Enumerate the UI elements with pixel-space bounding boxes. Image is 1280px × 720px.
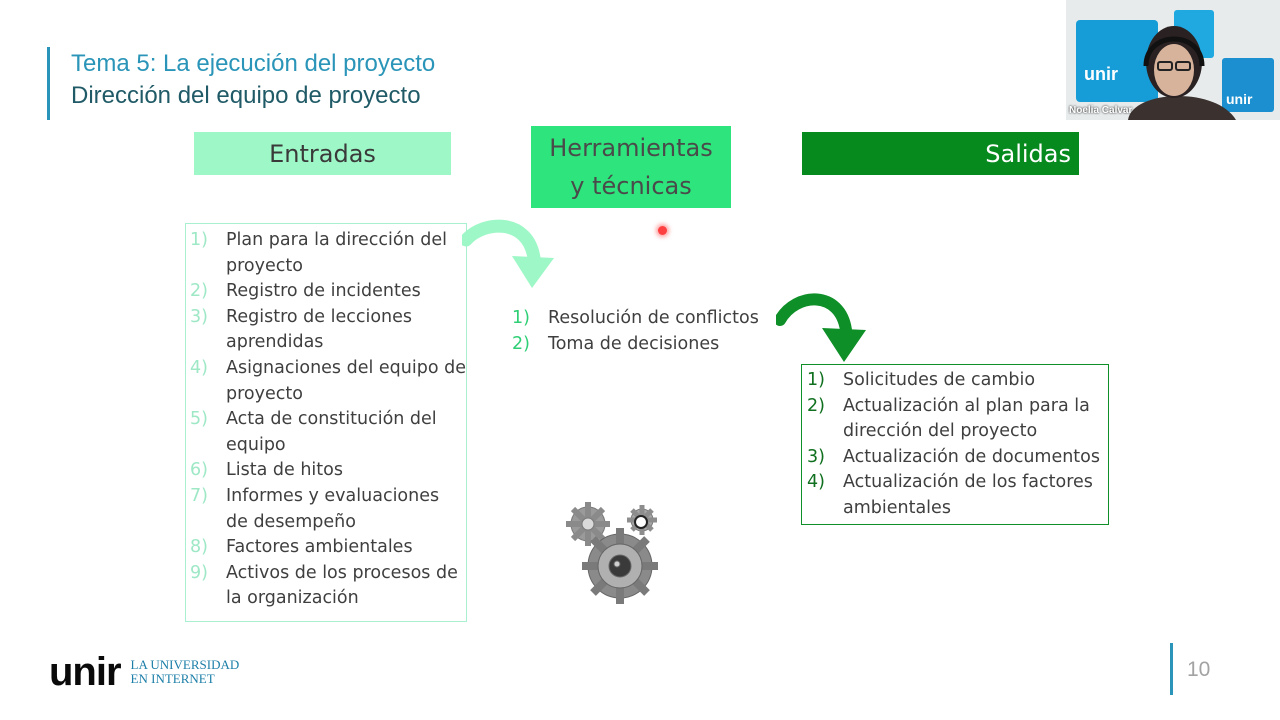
logo-tagline-2: EN INTERNET xyxy=(130,671,215,686)
list-item xyxy=(512,306,772,332)
list-number: 1) xyxy=(512,308,530,328)
title-accent-bar xyxy=(47,47,50,120)
list-text: Resolución de conflictos xyxy=(548,308,759,328)
list-text: Plan para la dirección del proyecto xyxy=(226,230,448,276)
tools-header-line2: y técnicas xyxy=(570,172,692,200)
list-item xyxy=(190,228,466,279)
inputs-header xyxy=(194,132,451,175)
page-number: 10 xyxy=(1187,658,1211,681)
inputs-header-label: Entradas xyxy=(269,139,376,168)
list-item xyxy=(190,535,466,561)
slide-topic: Tema 5: La ejecución del proyecto xyxy=(71,50,436,77)
list-item xyxy=(190,458,466,484)
list-text: Acta de constitución del equipo xyxy=(226,409,437,455)
page-accent-bar xyxy=(1170,643,1173,695)
tools-header-line1: Herramientas xyxy=(549,134,713,162)
list-number: 3) xyxy=(807,446,825,467)
list-number: 9) xyxy=(190,562,208,583)
list-number: 2) xyxy=(190,281,208,302)
list-item xyxy=(807,445,1107,471)
list-text: Asignaciones del equipo de proyecto xyxy=(226,357,466,404)
logo-tagline-1: LA UNIVERSIDAD xyxy=(130,657,240,672)
list-text: Factores ambientales xyxy=(226,537,413,558)
slide-subtitle: Dirección del equipo de proyecto xyxy=(71,82,421,109)
gears-icon xyxy=(566,498,666,610)
curved-arrow-icon xyxy=(462,218,554,290)
list-number: 2) xyxy=(807,395,825,416)
webcam-bg-logo: unir xyxy=(1084,64,1118,84)
list-number: 7) xyxy=(190,485,208,506)
list-number: 3) xyxy=(190,306,208,327)
logo-wordmark: unir xyxy=(49,650,121,694)
tools-list xyxy=(512,306,772,357)
list-text: Activos de los procesos de la organización xyxy=(226,562,458,609)
list-number: 4) xyxy=(190,357,208,378)
outputs-header xyxy=(802,132,1079,175)
list-number: 5) xyxy=(190,409,208,430)
list-text: Informes y evaluaciones de desempeño xyxy=(226,485,440,532)
list-item xyxy=(190,561,466,612)
list-number: 4) xyxy=(807,472,825,493)
list-number: 1) xyxy=(807,370,825,390)
logo-tagline xyxy=(131,658,240,686)
list-item xyxy=(190,356,466,407)
outputs-list xyxy=(807,368,1107,522)
inputs-list xyxy=(190,228,466,612)
list-text: Solicitudes de cambio xyxy=(843,370,1036,390)
list-text: Actualización de los factores ambientales xyxy=(843,472,1093,518)
list-item xyxy=(190,279,466,305)
list-number: 6) xyxy=(190,460,208,481)
participant-name: Noelia Calvar xyxy=(1069,105,1133,116)
list-item xyxy=(190,484,466,535)
list-item xyxy=(512,332,772,358)
list-text: Toma de decisiones xyxy=(548,333,720,354)
list-text: Lista de hitos xyxy=(226,460,343,481)
list-number: 8) xyxy=(190,537,208,558)
presenter-video-frame xyxy=(1066,0,1280,120)
list-number: 2) xyxy=(512,333,530,354)
outputs-header-label: Salidas xyxy=(985,139,1071,168)
list-item xyxy=(190,305,466,356)
list-text: Actualización al plan para la dirección del proyecto xyxy=(843,395,1090,442)
unir-logo xyxy=(49,652,239,692)
webcam-bg-logo-2: unir xyxy=(1226,91,1253,107)
list-item xyxy=(807,394,1107,445)
list-text: Actualización de documentos xyxy=(843,446,1100,467)
list-item xyxy=(807,368,1107,394)
laser-pointer-icon xyxy=(658,226,667,235)
webcam-video xyxy=(1066,0,1280,120)
list-item xyxy=(190,407,466,458)
curved-arrow-icon xyxy=(776,290,868,362)
list-text: Registro de incidentes xyxy=(226,281,421,302)
tools-header xyxy=(531,126,731,208)
list-text: Registro de lecciones aprendidas xyxy=(226,306,413,353)
list-number: 1) xyxy=(190,230,208,250)
list-item xyxy=(807,470,1107,521)
